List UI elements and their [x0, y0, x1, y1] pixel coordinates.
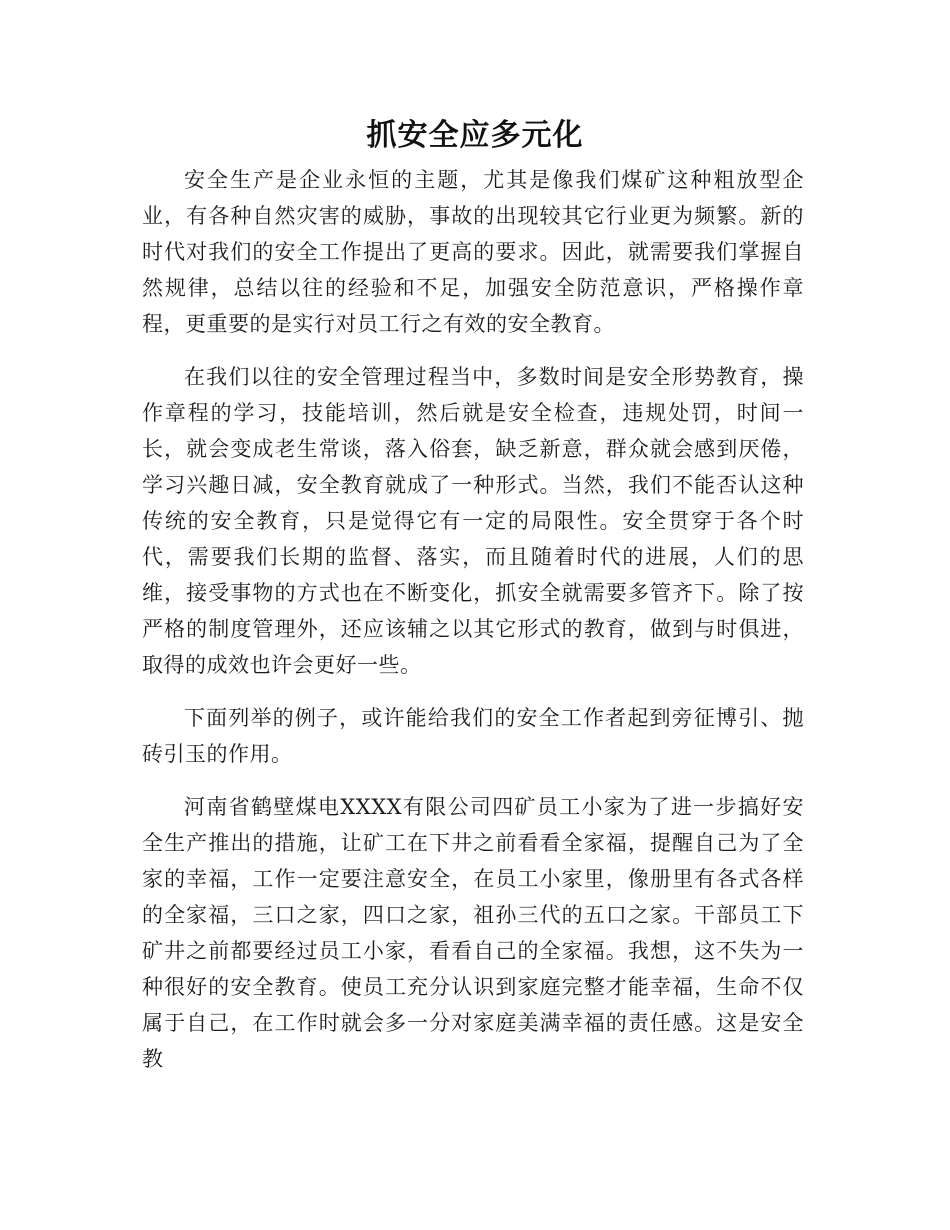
paragraph-1: 安全生产是企业永恒的主题，尤其是像我们煤矿这种粗放型企业，有各种自然灾害的威胁，事故的出现较其它行业更为频繁。新的时代对我们的安全工作提出了更高的要求。因此，就需要我们掌握自然规律，总结以往的经验和不足，加强安全防范意识，严格操作章程，更重要的是实行对员工行之有效的安全教育。: [142, 168, 804, 336]
document-title: 抓安全应多元化: [366, 118, 584, 153]
paragraph-3: 下面列举的例子，或许能给我们的安全工作者起到旁征博引、抛砖引玉的作用。: [142, 706, 804, 766]
paragraph-2: 在我们以往的安全管理过程当中，多数时间是安全形势教育，操作章程的学习，技能培训，然后就是安全检查，违规处罚，时间一长，就会变成老生常谈，落入俗套，缺乏新意，群众就会感到厌倦，学习兴趣日减，安全教育就成了一种形式。当然，我们不能否认这种传统的安全教育，只是觉得它有一定的局限性。安全贯穿于各个时代，需要我们长期的监督、落实，而且随着时代的进展，人们的思维，接受事物的方式也在不断变化，抓安全就需要多管齐下。除了按严格的制度管理外，还应该辅之以其它形式的教育，做到与时俱进，取得的成效也许会更好一些。: [142, 365, 804, 677]
paragraph-4: 河南省鹤壁煤电XXXX有限公司四矿员工小家为了进一步搞好安全生产推出的措施，让矿工在下井之前看看全家福，提醒自己为了全家的幸福，工作一定要注意安全，在员工小家里，像册里有各式各样的全家福，三口之家，四口之家，祖孙三代的五口之家。干部员工下矿井之前都要经过员工小家，看看自己的全家福。我想，这不失为一种很好的安全教育。使员工充分认识到家庭完整才能幸福，生命不仅属于自己，在工作时就会多一分对家庭美满幸福的责任感。这是安全教: [142, 795, 804, 1071]
document-body: [142, 162, 804, 1094]
